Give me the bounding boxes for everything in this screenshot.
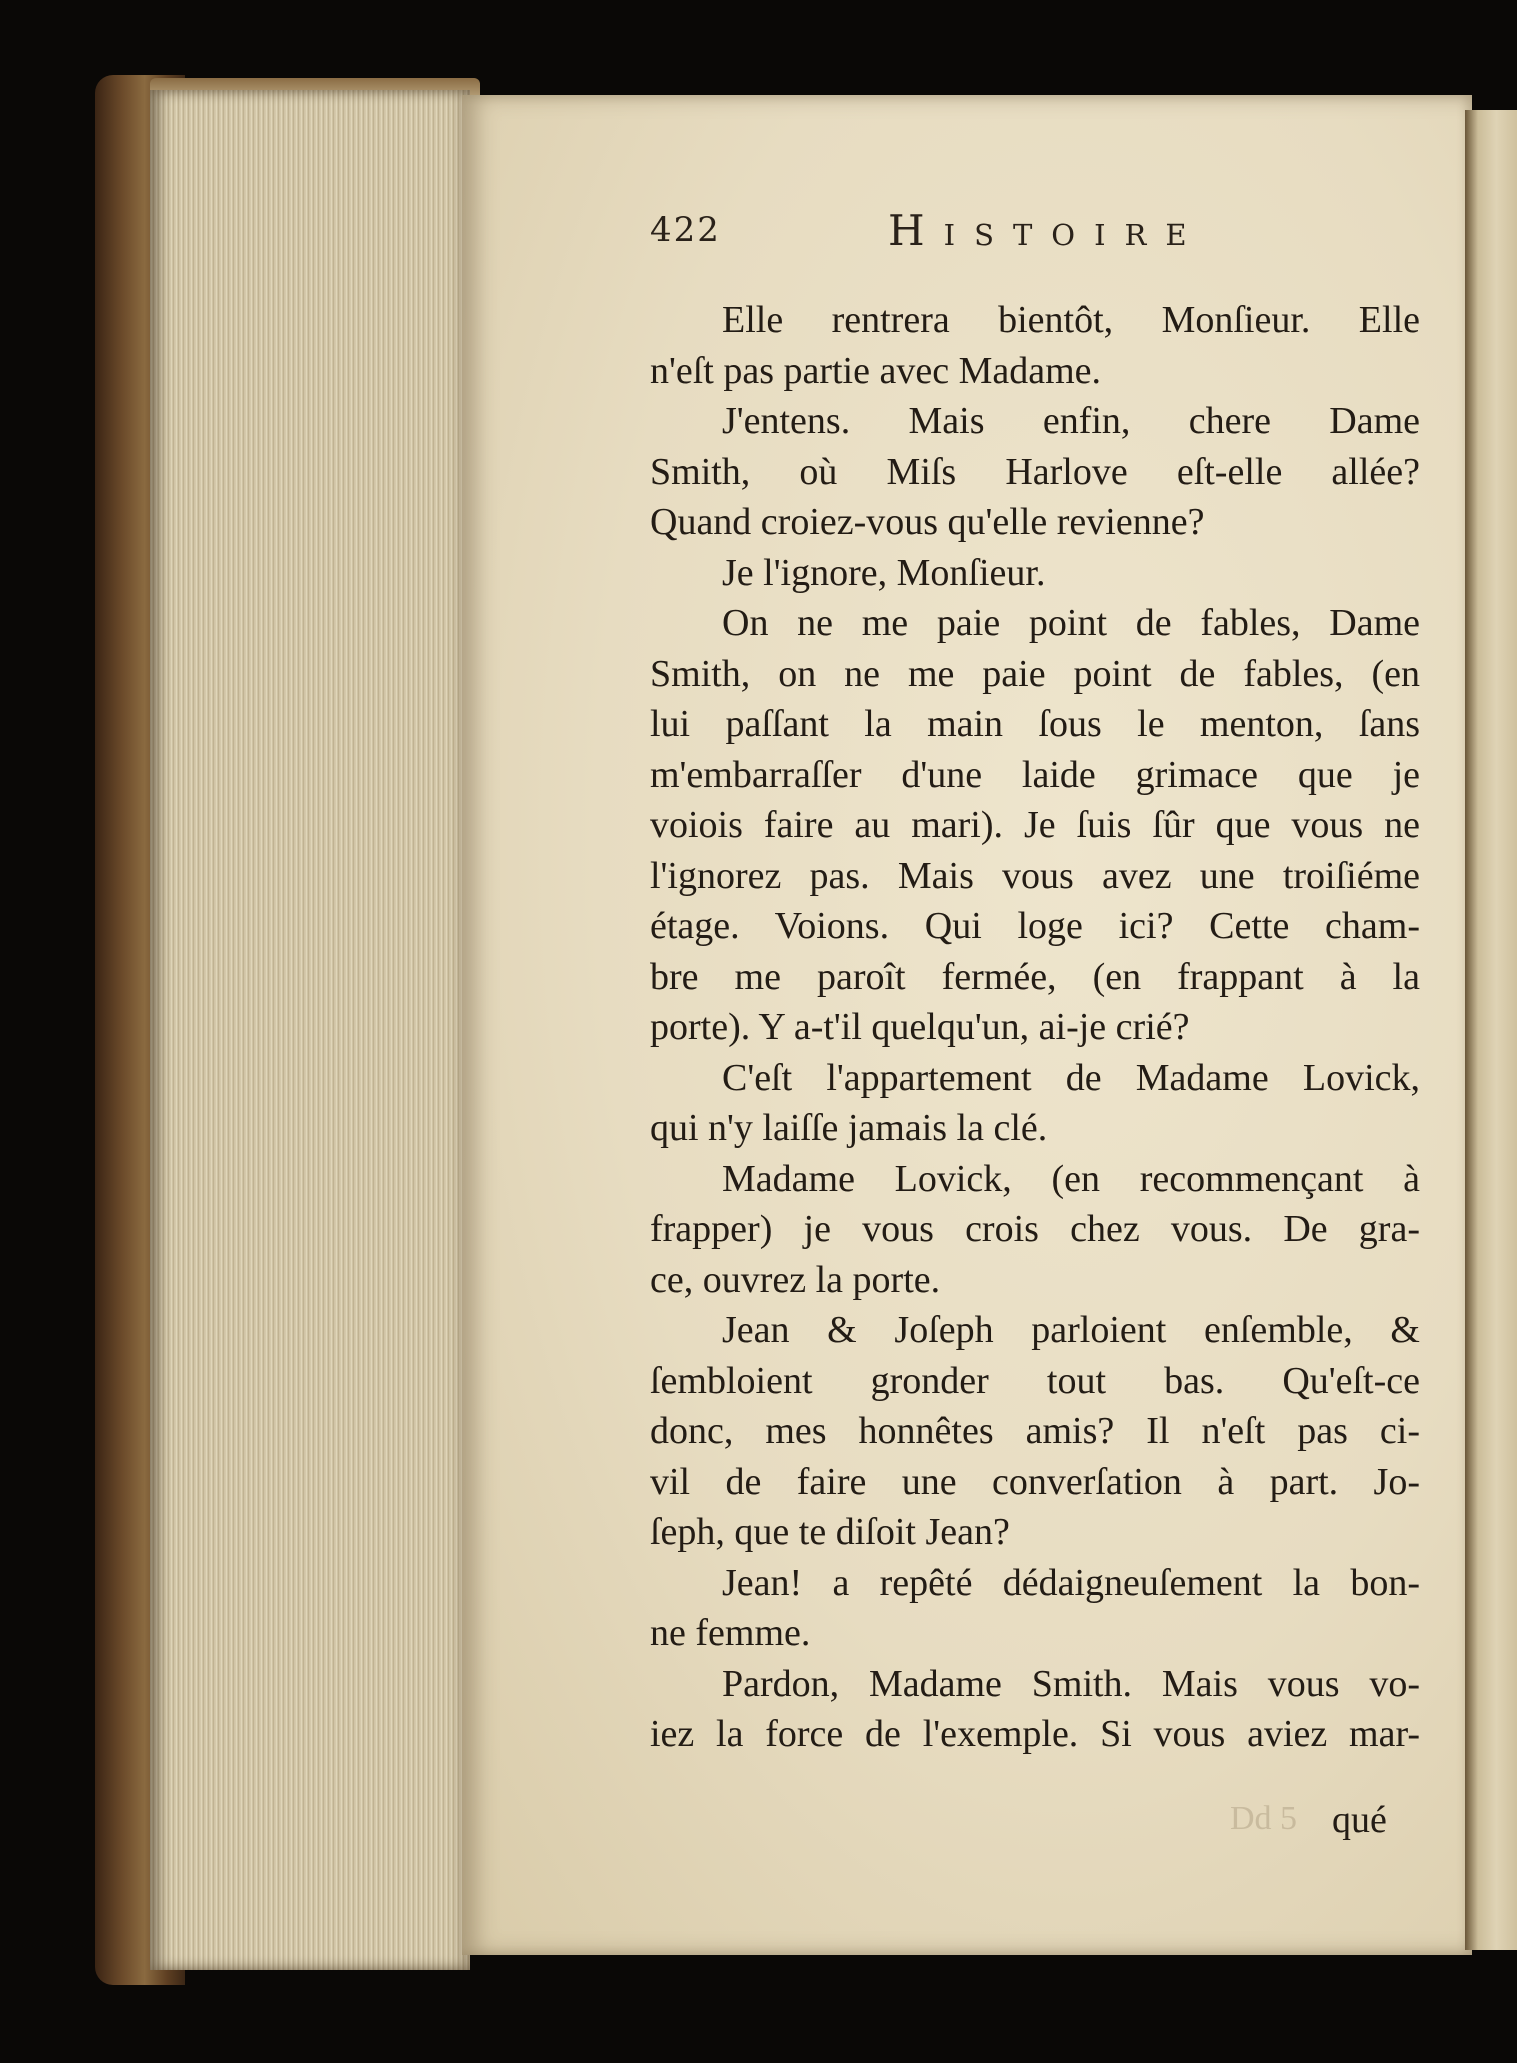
text-line: Pardon, Madame Smith. Mais vous vo- (722, 1662, 1420, 1705)
text-line: Smith, où Miſs Harlove eſt-elle allée? (650, 450, 1420, 493)
header-title: Histoire (888, 206, 1206, 255)
text-line: Jean! a repêté dédaigneuſement la bon- (722, 1561, 1420, 1604)
text-line: Elle rentrera bientôt, Monſieur. Elle (722, 299, 1420, 341)
page-edges (150, 90, 470, 1970)
body-text (650, 295, 1420, 1760)
text-line: Je l'ignore, Monſieur. (722, 551, 1046, 594)
text-line: J'entens. Mais enfin, chere Dame (722, 400, 1420, 442)
text-line: qui n'y laiſſe jamais la clé. (650, 1107, 1048, 1149)
text-line: Madame Lovick, (en recommençant à (722, 1157, 1420, 1200)
text-line: voiois faire au mari). Je ſuis ſûr que vous ne (650, 804, 1420, 846)
text-line: ſeph, que te diſoit Jean? (650, 1511, 1010, 1553)
text-line: bre me paroît fermée, (en frappant à la (650, 955, 1420, 998)
text-line: frapper) je vous crois chez vous. De gra- (650, 1208, 1420, 1250)
text-line: C'eſt l'appartement de Madame Lovick, (722, 1056, 1420, 1099)
signature-mark: Dd 5 (1230, 1800, 1298, 1837)
text-line: Jean & Joſeph parloient enſemble, & (722, 1309, 1420, 1351)
text-line: ſembloient gronder tout bas. Qu'eſt-ce (650, 1359, 1420, 1402)
text-line: Smith, on ne me paie point de fables, (en (650, 652, 1420, 695)
text-line: n'eſt pas partie avec Madame. (650, 349, 1102, 392)
text-line: vil de faire une converſation à part. Jo- (650, 1460, 1420, 1503)
catchword: qué (1332, 1799, 1387, 1841)
text-line: donc, mes honnêtes amis? Il n'eſt pas ci- (650, 1410, 1420, 1452)
text-line: étage. Voions. Qui loge ici? Cette cham- (650, 905, 1420, 947)
running-head (650, 206, 1350, 260)
text-line: On ne me paie point de fables, Dame (722, 602, 1420, 644)
text-line: Quand croiez-vous qu'elle revienne? (650, 501, 1205, 543)
text-line: porte). Y a-t'il quelqu'un, ai-je crié? (650, 1006, 1190, 1048)
text-line: iez la force de l'exemple. Si vous aviez mar- (650, 1713, 1420, 1755)
page-number: 422 (650, 210, 721, 250)
text-line: l'ignorez pas. Mais vous avez une troiſiéme (650, 854, 1420, 897)
text-line: m'embarraſſer d'une laide grimace que je (650, 753, 1420, 796)
text-line: lui paſſant la main ſous le menton, ſans (650, 703, 1420, 745)
text-line: ce, ouvrez la porte. (650, 1258, 941, 1301)
text-line: ne femme. (650, 1612, 811, 1654)
facing-page-edge (1465, 110, 1517, 1950)
